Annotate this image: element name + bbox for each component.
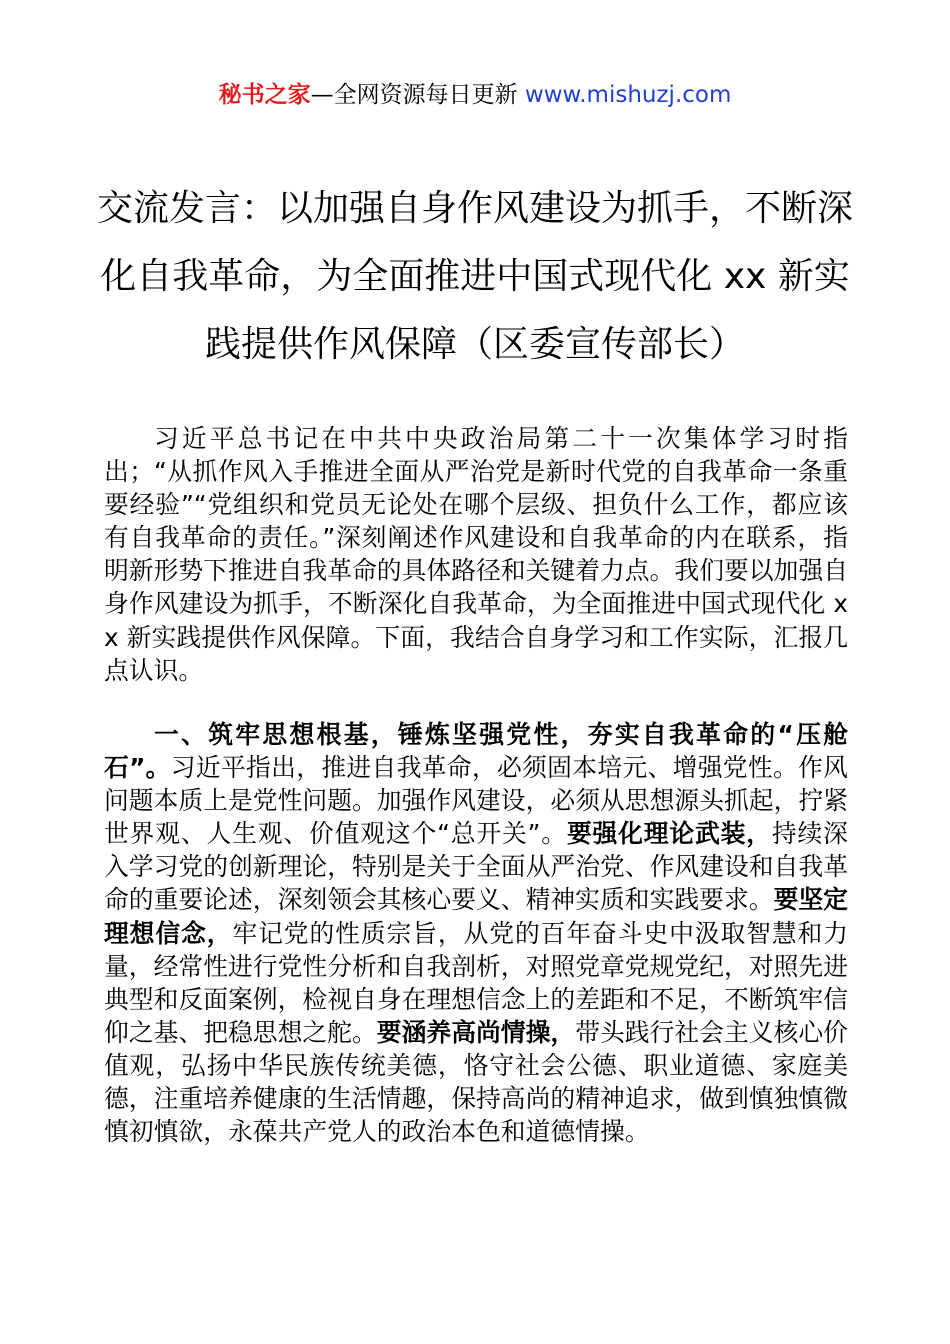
site-url-link[interactable]: www.mishuzj.com [524, 82, 732, 108]
title-line-1: 交流发言：以加强自身作风建设为抓手，不断深 [96, 188, 853, 229]
site-header [0, 78, 950, 112]
title-line-3: 践提供作风保障（区委宣传部长） [204, 324, 745, 365]
point-three-heading: 要涵养高尚情操， [376, 1017, 576, 1047]
point-one-text: 持续深入学习党的创新理论，特别是关于全面从严治党、作风建设和自我革命的重要论述，深刻领会其核心要义、精神实质和实践要求。 [104, 819, 848, 915]
section-one-paragraph [104, 718, 848, 1148]
intro-paragraph: 习近平总书记在中共中央政治局第二十一次集体学习时指出；“从抓作风入手推进全面从严治党是新时代党的自我革命一条重要经验”“党组织和党员无论处在哪个层级、担负什么工作，都应该有自我革命的责任。”深刻阐述作风建设和自我革命的内在联系，指明新形势下推进自我革命的具体路径和关键着力点。我们要以加强自身作风建设为抓手，不断深化自我革命，为全面推进中国式现代化 xx 新实践提供作风保障。下面，我结合自身学习和工作实际，汇报几点认识。 [104, 424, 848, 685]
title-line-2: 化自我革命，为全面推进中国式现代化 xx 新实 [100, 256, 850, 297]
document-title [95, 175, 855, 379]
section-one-intro: 习近平指出，推进自我革命，必须固本培元、增强党性。作风问题本质上是党性问题。加强作风建设，必须从思想源头抓起，拧紧世界观、人生观、价值观这个“总开关”。 [104, 753, 848, 849]
point-one-heading: 要强化理论武装， [566, 819, 772, 849]
point-two-text: 牢记党的性质宗旨，从党的百年奋斗史中汲取智慧和力量，经常性进行党性分析和自我剖析，对照党章党规党纪，对照先进典型和反面案例，检视自身在理想信念上的差距和不足，不断筑牢信仰之基、把稳思想之舵。 [104, 918, 848, 1047]
point-three-text: 带头践行社会主义核心价值观，弘扬中华民族传统美德，恪守社会公德、职业道德、家庭美德，注重培养健康的生活情趣，保持高尚的精神追求，做到慎独慎微慎初慎欲，永葆共产党人的政治本色和道德情操。 [104, 1017, 848, 1147]
point-two-heading: 要坚定理想信念， [104, 885, 848, 948]
section-one-heading: 一、筑牢思想根基，锤炼坚强党性，夯实自我革命的“压舱石”。 [104, 720, 848, 783]
site-tagline: —全网资源每日更新 [310, 82, 525, 108]
site-brand: 秘书之家 [218, 82, 311, 108]
